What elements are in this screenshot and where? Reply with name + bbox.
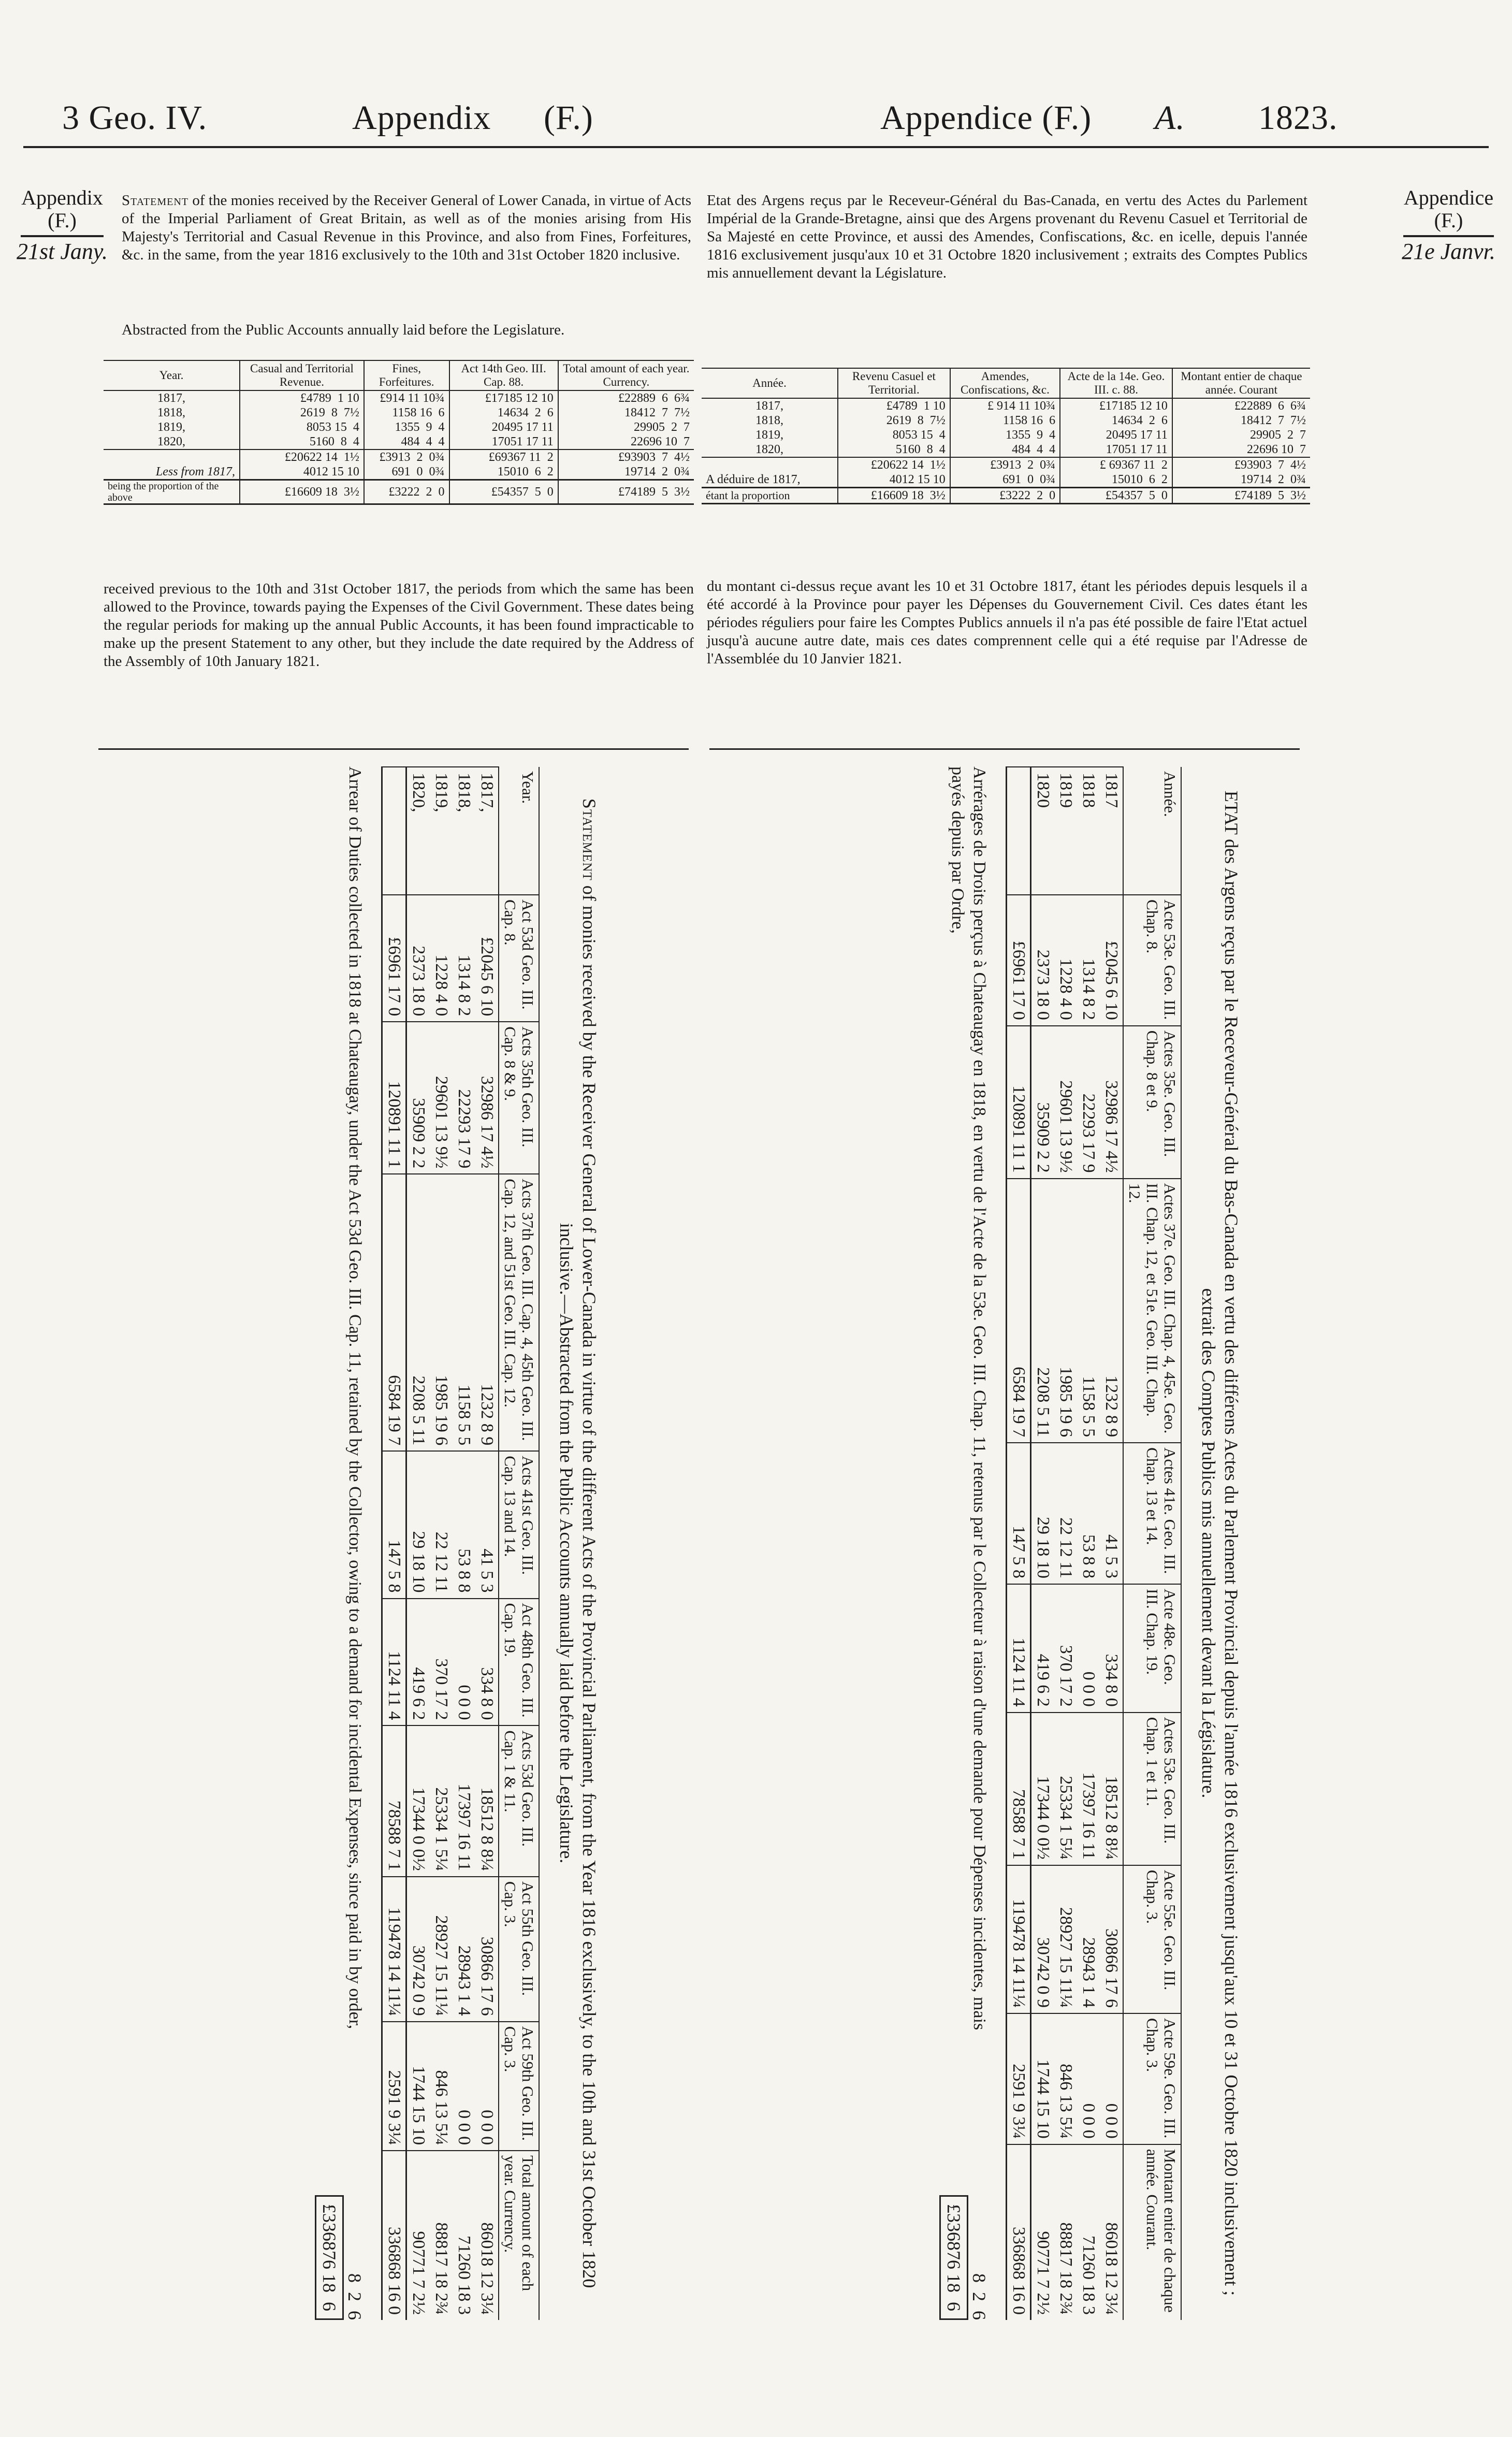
- french-rotated-sums: [939, 2195, 990, 2320]
- cell: 484 4 4: [364, 434, 449, 449]
- row-label: [104, 449, 240, 465]
- col-header: Actes 41e. Geo. III. Chap. 13 et 14.: [1123, 1443, 1181, 1584]
- table-row: [406, 767, 430, 2320]
- cell: 35909 2 2: [406, 1022, 430, 1174]
- row-label: 1817: [1100, 767, 1123, 895]
- col-header: Acts 41st Geo. III. Cap. 13 and 14.: [499, 1451, 539, 1598]
- proportion-row: [104, 480, 694, 504]
- english-rotated-title: [555, 766, 601, 2320]
- cell: 119478 14 11¼: [382, 1877, 406, 2022]
- cell: £914 11 10¾: [364, 390, 449, 405]
- note-amount: 8 2 6: [969, 2273, 990, 2320]
- cell: 25334 1 5¼: [430, 1725, 453, 1876]
- cell: 17051 17 11: [449, 434, 558, 449]
- cell: 147 5 8: [1007, 1443, 1031, 1584]
- cell: 90771 7 2½: [406, 2151, 430, 2320]
- english-rotated-sums: [315, 2195, 366, 2320]
- row-label: Less from 1817,: [104, 465, 240, 480]
- cell: 88817 18 2¾: [1054, 2144, 1077, 2320]
- cell: 334 8 0: [1100, 1584, 1123, 1713]
- margin-note-right: [1393, 186, 1504, 263]
- cell: 29601 13 9½: [430, 1022, 453, 1174]
- french-acts-table: [1006, 766, 1182, 2320]
- cell: 18412 7 7½: [1172, 413, 1310, 428]
- cell: 17397 16 11: [1077, 1713, 1100, 1865]
- col-header: Act 59th Geo. III. Cap. 3.: [499, 2022, 539, 2151]
- cell: 2619 8 7½: [240, 405, 364, 420]
- cell: £6961 17 0: [1007, 895, 1031, 1026]
- cell: 71260 18 3: [1077, 2144, 1100, 2320]
- cell: £20622 14 1½: [240, 449, 364, 465]
- cell: 484 4 4: [950, 442, 1060, 457]
- section-rule-right: [709, 748, 1300, 750]
- running-head-appendice: Appendice (F.): [880, 99, 1092, 137]
- table-row: [430, 767, 453, 2320]
- cell: 28927 15 11¼: [430, 1877, 453, 2022]
- col-header: Montant entier de chaque année. Courant: [1172, 368, 1310, 398]
- col-header: Acte 59e. Geo. III. Chap. 3.: [1123, 2013, 1181, 2144]
- english-intro: [122, 192, 691, 264]
- running-head-a: A.: [1155, 99, 1185, 137]
- cell: 18412 7 7½: [558, 405, 694, 420]
- cell: 30866 17 6: [1100, 1865, 1123, 2013]
- cell: 2591 9 3¼: [1007, 2013, 1031, 2144]
- cell: 29905 2 7: [558, 420, 694, 434]
- cell: 2208 5 11: [1031, 1179, 1055, 1443]
- cell: 2373 18 0: [1031, 895, 1055, 1026]
- col-header: Année.: [1123, 767, 1181, 895]
- cell: 20495 17 11: [449, 420, 558, 434]
- margin-note-left: [10, 186, 114, 263]
- cell: 419 6 2: [406, 1599, 430, 1726]
- row-label: [1007, 767, 1031, 895]
- col-header: Actes 37e. Geo. III. Chap. 4, 45e. Geo. III. Chap. 12, et 51e. Geo. III. Chap. 12.: [1123, 1179, 1181, 1443]
- cell: £74189 5 3½: [558, 480, 694, 504]
- row-label: 1820: [1031, 767, 1055, 895]
- french-intro: Etat des Argens reçus par le Receveur-Général du Bas-Canada, en vertu des Actes du Parlement Impérial de la Grande-Bretagne, ainsi que des Argens provenant du Revenu Casuel et Territorial de Sa Majesté en cette Province, et aussi des Amendes, Confiscations, &c. en icelle, depuis l'année 1816 exclusivement jusqu'aux 10 et 31 Octobre 1820 inclusivement ; extraits des Comptes Publics mis annuellement devant la Législature.: [707, 192, 1307, 281]
- cell: 30866 17 6: [475, 1877, 499, 2022]
- row-label: 1817,: [475, 767, 499, 895]
- cell: 32986 17 4½: [1100, 1026, 1123, 1179]
- cell: 17344 0 0½: [1031, 1713, 1055, 1865]
- cell: 18512 8 8¼: [1100, 1713, 1123, 1865]
- english-rotated-title-text: of monies received by the Receiver General of Lower-Canada in virtue of the different Acts of the Provincial Parliament, from the Year 1816 exclusively, to the 10th and 31st October 1820 inclusive.—Abstracted from the Public Accounts annually laid before the Legislature.: [556, 880, 600, 2288]
- cell: £2045 6 10: [475, 895, 499, 1022]
- cell: 2619 8 7½: [838, 413, 950, 428]
- running-head-appendix: Appendix: [352, 99, 491, 137]
- cell: 35909 2 2: [1031, 1026, 1055, 1179]
- cell: 22293 17 9: [1077, 1026, 1100, 1179]
- cell: 370 17 2: [430, 1599, 453, 1726]
- col-header: Act 55th Geo. III. Cap. 3.: [499, 1877, 539, 2022]
- col-header: Actes 53e. Geo. III. Chap. 1 et 11.: [1123, 1713, 1181, 1865]
- col-header: Acte 53e. Geo. III. Chap. 8.: [1123, 895, 1181, 1026]
- cell: 0 0 0: [475, 2022, 499, 2151]
- cell: 0 0 0: [1100, 2013, 1123, 2144]
- cell: 6584 19 7: [382, 1174, 406, 1451]
- head-rule: [23, 146, 1489, 148]
- table-row: [475, 767, 499, 2320]
- row-label: étant la proportion: [702, 488, 838, 504]
- col-header: Amendes, Confiscations, &c.: [950, 368, 1060, 398]
- row-label: [702, 457, 838, 472]
- margin-date: 21e Janvr.: [1402, 239, 1495, 264]
- cell: 88817 18 2¾: [430, 2151, 453, 2320]
- less-row: [104, 465, 694, 480]
- cell: £ 914 11 10¾: [950, 398, 1060, 413]
- french-rotated-note: Arrérages de Droits perçus à Chateaugay en 1818, en vertu de l'Acte de la 53e. Geo. III. Chap. 11, retenus par le Collecteur à raison d'une demande pour Dépenses incidentes, mais payés depuis par Ordre,: [948, 766, 989, 2030]
- cell: 336868 16 0: [382, 2151, 406, 2320]
- col-header: Act 14th Geo. III. Cap. 88.: [449, 360, 558, 390]
- cell: £3913 2 0¾: [950, 457, 1060, 472]
- cell: 1228 4 0: [430, 895, 453, 1022]
- cell: 1124 11 4: [1007, 1584, 1031, 1713]
- cell: 29905 2 7: [1172, 428, 1310, 442]
- english-after-text: received previous to the 10th and 31st October 1817, the periods from which the same has been allowed to the Province, towards paying the Expenses of the Civil Government. These dates being the regular periods for making up the annual Public Accounts, it has been found impracticable to make up the present Statement to any other, but they include the date required by the Address of the Assembly of 10th January 1821.: [104, 581, 694, 670]
- cell: 2208 5 11: [406, 1174, 430, 1451]
- row-label: 1819,: [430, 767, 453, 895]
- cell: 1744 15 10: [1031, 2013, 1055, 2144]
- cell: 86018 12 3¼: [475, 2151, 499, 2320]
- total-row: [702, 457, 1310, 472]
- cell: 120891 11 1: [382, 1022, 406, 1174]
- cell: £54357 5 0: [449, 480, 558, 504]
- french-rotated-title: ETAT des Argens reçus par le Receveur-Général du Bas-Canada en vertu des différens Actes du Parlement Provincial depuis l'année 1816 exclusivement jusqu'aux 10 et 31 Octobre 1820 inclusivement ; extrait des Comptes Publics mis annuellement devant la Législature.: [1198, 790, 1242, 2296]
- note-amount: 8 2 6: [344, 2273, 365, 2320]
- french-summary-table-wrap: [702, 368, 1310, 504]
- cell: 22293 17 9: [453, 1022, 475, 1174]
- cell: 86018 12 3¼: [1100, 2144, 1123, 2320]
- english-summary-table-wrap: [104, 360, 694, 505]
- cell: 30742 0 9: [1031, 1865, 1055, 2013]
- cell: 2373 18 0: [406, 895, 430, 1022]
- cell: 32986 17 4½: [475, 1022, 499, 1174]
- cell: 0 0 0: [1077, 2013, 1100, 2144]
- table-row: [1077, 767, 1100, 2320]
- row-label: 1817,: [104, 390, 240, 405]
- cell: 1985 19 6: [430, 1174, 453, 1451]
- french-summary-table: [702, 368, 1310, 504]
- cell: 1158 16 6: [950, 413, 1060, 428]
- cell: 29601 13 9½: [1054, 1026, 1077, 1179]
- table-row: [1100, 767, 1123, 2320]
- cell: £6961 17 0: [382, 895, 406, 1022]
- cell: 28927 15 11¼: [1054, 1865, 1077, 2013]
- cell: 28943 1 4: [453, 1877, 475, 2022]
- table-row: [702, 398, 1310, 413]
- cell: £2045 6 10: [1100, 895, 1123, 1026]
- cell: £93903 7 4½: [558, 449, 694, 465]
- row-label: [382, 767, 406, 895]
- cell: 90771 7 2½: [1031, 2144, 1055, 2320]
- english-rotated-note-block: [315, 766, 366, 2320]
- cell: 19714 2 0¾: [558, 465, 694, 480]
- cell: 17344 0 0½: [406, 1725, 430, 1876]
- cell: 0 0 0: [1077, 1584, 1100, 1713]
- cell: £3222 2 0: [364, 480, 449, 504]
- cell: 22696 10 7: [558, 434, 694, 449]
- english-summary-table: [104, 360, 694, 505]
- cell: 334 8 0: [475, 1599, 499, 1726]
- cell: 1232 8 9: [475, 1174, 499, 1451]
- section-rule-left: [98, 748, 689, 750]
- cell: 8053 15 4: [838, 428, 950, 442]
- row-label: 1819,: [702, 428, 838, 442]
- cell: 15010 6 2: [1060, 472, 1172, 488]
- cell: £20622 14 1½: [838, 457, 950, 472]
- col-header: Casual and Territorial Revenue.: [240, 360, 364, 390]
- english-acts-table: [381, 766, 540, 2320]
- cell: 1232 8 9: [1100, 1179, 1123, 1443]
- margin-letter: (F.): [48, 209, 77, 232]
- cell: 25334 1 5¼: [1054, 1713, 1077, 1865]
- cell: 0 0 0: [453, 2022, 475, 2151]
- cell: 53 8 8: [453, 1451, 475, 1598]
- table-row: [104, 405, 694, 420]
- row-label: 1818,: [104, 405, 240, 420]
- row-label: 1820,: [702, 442, 838, 457]
- cell: 6584 19 7: [1007, 1179, 1031, 1443]
- col-header: Acts 53d Geo. III. Cap. 1 & 11.: [499, 1725, 539, 1876]
- row-label: 1817,: [702, 398, 838, 413]
- cell: 0 0 0: [453, 1599, 475, 1726]
- cell: £4789 1 10: [838, 398, 950, 413]
- running-head-letter: (F.): [544, 99, 593, 137]
- cell: 28943 1 4: [1077, 1865, 1100, 2013]
- row-label: 1819,: [104, 420, 240, 434]
- table-row: [1054, 767, 1077, 2320]
- row-label: 1818: [1077, 767, 1100, 895]
- english-rotated-note: Arrear of Duties collected in 1818 at Chateaugay, under the Act 53d Geo. III. Cap. 11, retained by the Collector, owing to a demand for incidental Expenses, since paid in by order,: [345, 766, 365, 2029]
- cell: £16609 18 3½: [838, 488, 950, 504]
- col-header: Total amount of each year. Currency.: [558, 360, 694, 390]
- french-rotated-note-block: [939, 766, 990, 2320]
- cell: 1124 11 4: [382, 1599, 406, 1726]
- cell: £3913 2 0¾: [364, 449, 449, 465]
- cell: 370 17 2: [1054, 1584, 1077, 1713]
- col-header: Act 53d Geo. III. Cap. 8.: [499, 895, 539, 1022]
- grand-total: £336876 18 6: [939, 2195, 968, 2320]
- col-header: Fines, Forfeitures.: [364, 360, 449, 390]
- cell: £17185 12 10: [449, 390, 558, 405]
- cell: 846 13 5¼: [430, 2022, 453, 2151]
- col-header: Year.: [104, 360, 240, 390]
- col-header: Year.: [499, 767, 539, 895]
- english-abstracted: Abstracted from the Public Accounts annually laid before the Legislature.: [122, 322, 565, 338]
- row-label: being the proportion of the above: [104, 480, 240, 504]
- table-row: [104, 420, 694, 434]
- cell: 336868 16 0: [1007, 2144, 1031, 2320]
- cell: £17185 12 10: [1060, 398, 1172, 413]
- french-after-text: du montant ci-dessus reçue avant les 10 et 31 Octobre 1817, étant les périodes depuis lesquels il a été accordé à la Province pour payer les Dépenses du Gouvernement Civil. Ces dates étant les périodes réguliers pour faire les Comptes Publics annuels il n'a pas été possible de faire l'Etat actuel jusqu'à aucune autre date, mais ces dates comprennent celle qui a été requise par l'Adresse de l'Assemblée du 10 Janvier 1821.: [707, 578, 1307, 667]
- margin-date: 21st Jany.: [17, 239, 108, 264]
- cell: 17051 17 11: [1060, 442, 1172, 457]
- cell: £69367 11 2: [449, 449, 558, 465]
- row-label: 1818,: [453, 767, 475, 895]
- col-header: Montant entier de chaque année. Courant.: [1123, 2144, 1181, 2320]
- cell: £22889 6 6¾: [558, 390, 694, 405]
- cell: 29 18 10: [1031, 1443, 1055, 1584]
- cell: 14634 2 6: [449, 405, 558, 420]
- col-header: Acte 48e. Geo. III. Chap. 19.: [1123, 1584, 1181, 1713]
- cell: 19714 2 0¾: [1172, 472, 1310, 488]
- cell: £93903 7 4½: [1172, 457, 1310, 472]
- cell: 5160 8 4: [240, 434, 364, 449]
- col-header: Année.: [702, 368, 838, 398]
- cell: £ 69367 11 2: [1060, 457, 1172, 472]
- row-label: 1820,: [406, 767, 430, 895]
- table-row: [104, 434, 694, 449]
- row-label: 1818,: [702, 413, 838, 428]
- french-rotated-statement: [939, 766, 1243, 2320]
- table-row: [702, 428, 1310, 442]
- cell: 14634 2 6: [1060, 413, 1172, 428]
- col-header: Revenu Casuel et Territorial.: [838, 368, 950, 398]
- cell: 1985 19 6: [1054, 1179, 1077, 1443]
- cell: 1158 5 5: [1077, 1179, 1100, 1443]
- cell: 30742 0 9: [406, 1877, 430, 2022]
- cell: 691 0 0¾: [950, 472, 1060, 488]
- row-label: A déduire de 1817,: [702, 472, 838, 488]
- margin-label: Appendice: [1403, 186, 1494, 209]
- cell: 22 12 11: [1054, 1443, 1077, 1584]
- cell: 1744 15 10: [406, 2022, 430, 2151]
- total-row: [104, 449, 694, 465]
- cell: 1158 5 5: [453, 1174, 475, 1451]
- cell: 846 13 5¼: [1054, 2013, 1077, 2144]
- english-rotated-statement: [315, 766, 601, 2320]
- col-header: Acts 35th Geo. III. Cap. 8 & 9.: [499, 1022, 539, 1174]
- cell: 78588 7 1: [382, 1725, 406, 1876]
- cell: 4012 15 10: [838, 472, 950, 488]
- english-intro-lead: Statement: [122, 192, 189, 209]
- proportion-row: [702, 488, 1310, 504]
- cell: £4789 1 10: [240, 390, 364, 405]
- cell: 1355 9 4: [950, 428, 1060, 442]
- total-row: [382, 767, 406, 2320]
- english-intro-text: of the monies received by the Receiver General of Lower Canada, in virtue of Acts of the Imperial Parliament of Great Britain, as well as of the monies arising from His Majesty's Territorial and Casual Revenue in this Province, and also from Fines, Forfeitures, &c. in the same, from the year 1816 exclusively to the 10th and 31st October 1820 inclusive.: [122, 192, 691, 263]
- cell: £16609 18 3½: [240, 480, 364, 504]
- table-row: [453, 767, 475, 2320]
- cell: 119478 14 11¼: [1007, 1865, 1031, 2013]
- table-row: [1031, 767, 1055, 2320]
- col-header: Act 48th Geo. III. Cap. 19.: [499, 1599, 539, 1726]
- table-row: [702, 413, 1310, 428]
- cell: 8053 15 4: [240, 420, 364, 434]
- row-label: 1820,: [104, 434, 240, 449]
- cell: 5160 8 4: [838, 442, 950, 457]
- table-row: [104, 390, 694, 405]
- cell: 4012 15 10: [240, 465, 364, 480]
- col-header: Total amount of each year. Currency.: [499, 2151, 539, 2320]
- col-header: Acts 37th Geo. III. Cap. 4, 45th Geo. III. Cap. 12, and 51st Geo. III. Cap. 12.: [499, 1174, 539, 1451]
- cell: 15010 6 2: [449, 465, 558, 480]
- col-header: Acte de la 14e. Geo. III. c. 88.: [1060, 368, 1172, 398]
- cell: £3222 2 0: [950, 488, 1060, 504]
- margin-letter: (F.): [1434, 209, 1463, 232]
- cell: 2591 9 3¼: [382, 2022, 406, 2151]
- col-header: Actes 35e. Geo. III. Chap. 8 et 9.: [1123, 1026, 1181, 1179]
- cell: 1228 4 0: [1054, 895, 1077, 1026]
- cell: 71260 18 3: [453, 2151, 475, 2320]
- cell: 1314 8 2: [1077, 895, 1100, 1026]
- cell: 18512 8 8¼: [475, 1725, 499, 1876]
- total-row: [1007, 767, 1031, 2320]
- col-header: Acte 55e. Geo. III. Chap. 3.: [1123, 1865, 1181, 2013]
- margin-brace: [1403, 235, 1494, 237]
- margin-label: Appendix: [21, 186, 103, 209]
- cell: 20495 17 11: [1060, 428, 1172, 442]
- margin-brace: [21, 235, 104, 237]
- less-row: [702, 472, 1310, 488]
- cell: 41 5 3: [1100, 1443, 1123, 1584]
- cell: 147 5 8: [382, 1451, 406, 1598]
- cell: 22696 10 7: [1172, 442, 1310, 457]
- cell: 29 18 10: [406, 1451, 430, 1598]
- cell: £22889 6 6¾: [1172, 398, 1310, 413]
- running-head-session: 3 Geo. IV.: [62, 99, 208, 137]
- row-label: 1819: [1054, 767, 1077, 895]
- cell: 41 5 3: [475, 1451, 499, 1598]
- grand-total: £336876 18 6: [315, 2195, 344, 2320]
- cell: 78588 7 1: [1007, 1713, 1031, 1865]
- table-row: [702, 442, 1310, 457]
- cell: 419 6 2: [1031, 1584, 1055, 1713]
- cell: £54357 5 0: [1060, 488, 1172, 504]
- cell: 17397 16 11: [453, 1725, 475, 1876]
- cell: 120891 11 1: [1007, 1026, 1031, 1179]
- cell: 53 8 8: [1077, 1443, 1100, 1584]
- cell: £74189 5 3½: [1172, 488, 1310, 504]
- running-head-year: 1823.: [1258, 99, 1338, 137]
- cell: 22 12 11: [430, 1451, 453, 1598]
- cell: 691 0 0¾: [364, 465, 449, 480]
- cell: 1158 16 6: [364, 405, 449, 420]
- english-rotated-title-lead: Statement: [579, 798, 600, 881]
- cell: 1314 8 2: [453, 895, 475, 1022]
- cell: 1355 9 4: [364, 420, 449, 434]
